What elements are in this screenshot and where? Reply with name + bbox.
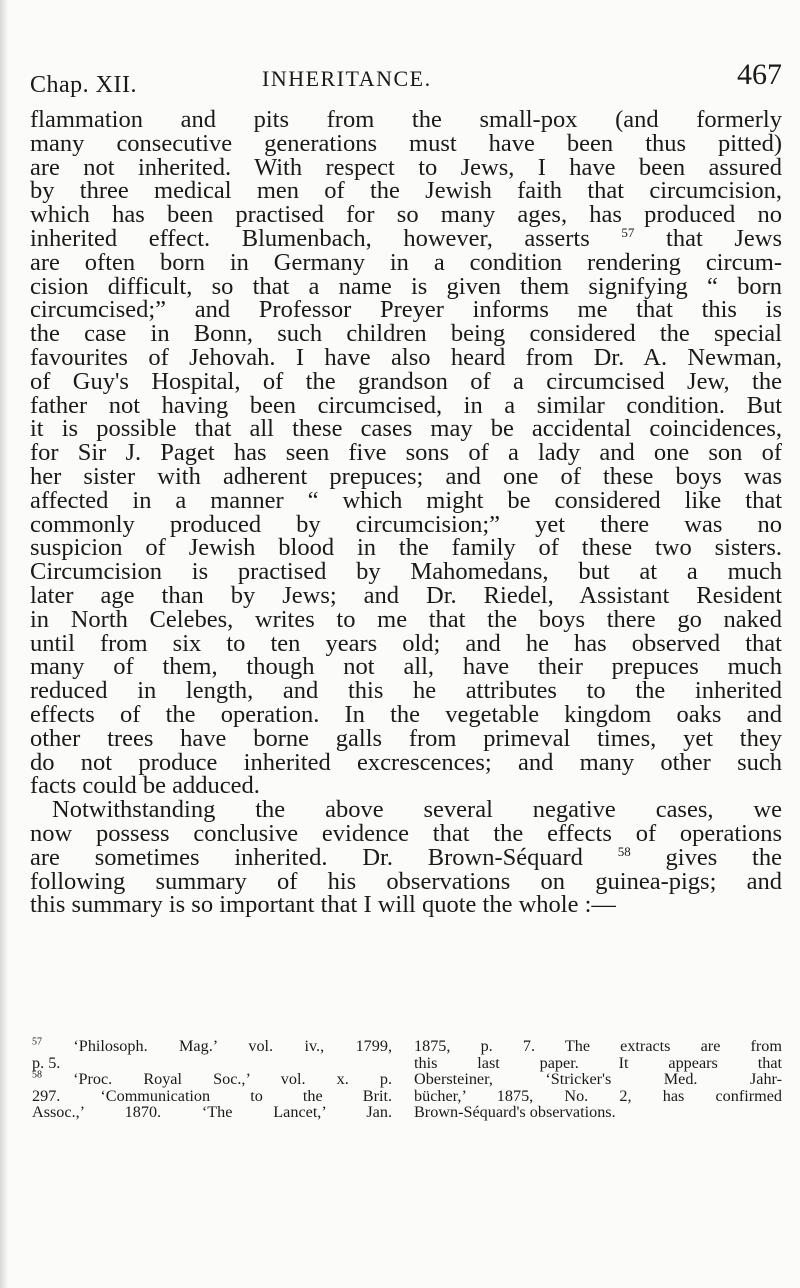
text-line: facts could be adduced. [30,772,260,800]
text-segment: that Jews [666,224,783,252]
text-line: circumcised;” and Professor Preyer informs me that this is [30,296,782,324]
text-line: it is possible that all these cases may be accidental coincidences, [30,415,782,443]
text-segment: gives the [665,843,782,871]
text-line: this summary is so important that I will quote the whole :— [30,891,616,919]
text-line: father not having been circumcised, in a similar condition. But [30,391,782,419]
text-line [30,224,783,252]
footnote-number: 57 [32,1036,42,1048]
footnote-line [32,1038,392,1055]
text-line: until from six to ten years old; and he has observed that [30,629,782,657]
text-line: Notwithstanding the above several negative cases, we [52,796,782,824]
text-line: suspicion of Jewish blood in the family of these two sisters. [30,534,782,562]
text-line: are not inherited. With respect to Jews, I have been assured [30,153,782,181]
text-line: reduced in length, and this he attributes to the inherited [30,677,782,705]
footnote-text: ‘Proc. Royal Soc.,’ vol. x. p. [73,1070,392,1088]
footnote-line: p. 5. [32,1053,61,1072]
text-line [30,843,782,871]
text-line: effects of the operation. In the vegetable kingdom oaks and [30,700,782,728]
text-line: do not produce inherited excrescences; and many other such [30,748,782,776]
footnote-line [32,1071,392,1088]
footnote-ref: 58 [617,843,631,859]
footnote-line: Obersteiner, ‘Stricker's Med. Jahr- [414,1070,782,1088]
text-line: of Guy's Hospital, of the grandson of a circumcised Jew, the [30,367,782,395]
footnote-text: ‘Philosoph. Mag.’ vol. iv., 1799, [73,1037,392,1055]
running-head [30,58,782,102]
footnote-column-right [414,1038,782,1121]
text-line: following summary of his observations on guinea-pigs; and [30,867,782,895]
footnote-line: Assoc.,’ 1870. ‘The Lancet,’ Jan. [32,1103,392,1121]
text-segment: are sometimes inherited. Dr. Brown-Séquard [30,843,583,871]
footnote-line: this last paper. It appears that [414,1053,782,1072]
text-line: by three medical men of the Jewish faith that circumcision, [30,177,782,205]
text-line: favourites of Jehovah. I have also heard from Dr. A. Newman, [30,343,782,371]
chapter-label: Chap. XII. [30,72,137,98]
text-line: many consecutive generations must have been thus pitted) [30,129,782,157]
text-line: affected in a manner “ which might be considered like that [30,486,782,514]
text-segment: inherited effect. Blumenbach, however, asserts [30,224,590,252]
footnote-line: 297. ‘Communication to the Brit. [32,1086,392,1105]
text-line: which has been practised for so many ages, has produced no [30,201,782,229]
text-line: Circumcision is practised by Mahomedans, but at a much [30,558,782,586]
footnotes [32,1038,782,1158]
text-line: commonly produced by circumcision;” yet there was no [30,510,782,538]
page-gutter-shadow [0,0,8,1288]
text-line: now possess conclusive evidence that the effects of operations [30,819,782,847]
text-line: the case in Bonn, such children being considered the special [30,320,782,348]
footnote-line: bücher,’ 1875, No. 2, has confirmed [414,1086,782,1105]
text-line: are often born in Germany in a condition rendering circum- [30,248,782,276]
page-number: 467 [737,58,782,91]
text-line: for Sir J. Paget has seen five sons of a lady and one son of [30,439,782,467]
footnote-line: 1875, p. 7. The extracts are from [414,1037,782,1055]
text-line: in North Celebes, writes to me that the boys there go naked [30,605,782,633]
footnote-line: Brown-Séquard's observations. [414,1103,616,1121]
body-text [30,108,782,917]
text-line: other trees have borne galls from primeval times, yet they [30,724,782,752]
footnote-column-left [32,1038,392,1121]
footnote-ref: 57 [621,224,635,240]
text-line: many of them, though not all, have their prepuces much [30,653,782,681]
text-line: cision difficult, so that a name is given them signifying “ born [30,272,782,300]
text-line: flammation and pits from the small-pox (and formerly [30,106,782,133]
text-line: her sister with adherent prepuces; and one of these boys was [30,462,782,490]
running-title: INHERITANCE. [262,66,432,91]
text-line: later age than by Jews; and Dr. Riedel, Assistant Resident [30,581,782,609]
footnote-number: 58 [32,1069,42,1081]
